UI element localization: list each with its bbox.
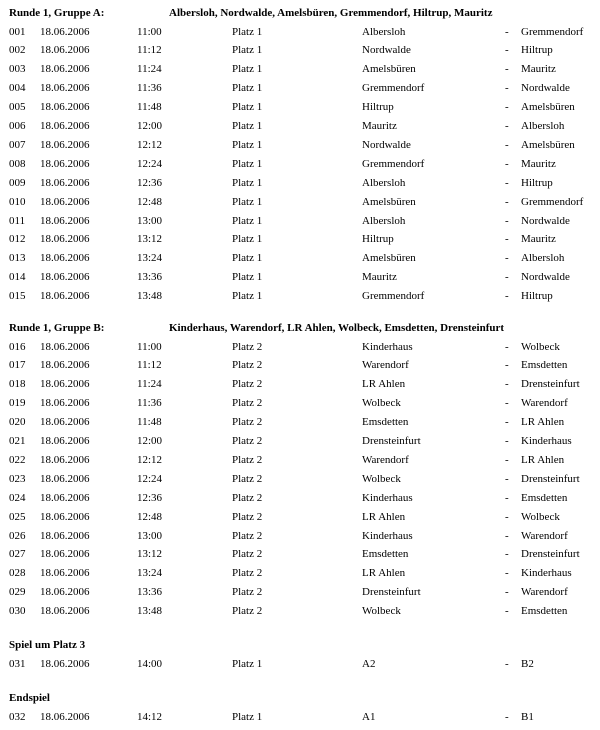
- match-time: 13:36: [137, 271, 163, 284]
- away-team: Hiltrup: [521, 290, 553, 303]
- match-field: Platz 1: [232, 176, 263, 189]
- match-number: 029: [9, 586, 26, 599]
- section-teams: Kinderhaus, Warendorf, LR Ahlen, Wolbeck, Emsdetten, Drensteinfurt: [169, 322, 505, 334]
- match-number: 021: [9, 435, 26, 447]
- match-number: 017: [9, 359, 26, 372]
- match-time: 12:36: [137, 491, 163, 504]
- match-field: Platz 2: [232, 435, 263, 447]
- section-header: [9, 7, 493, 19]
- versus-separator: -: [505, 435, 509, 447]
- home-team: Gremmendorf: [362, 82, 425, 95]
- match-field: Platz 2: [232, 548, 263, 561]
- versus-separator: -: [505, 214, 509, 227]
- match-number: 025: [9, 510, 26, 523]
- versus-separator: -: [505, 120, 509, 132]
- home-team: Wolbeck: [362, 472, 401, 485]
- match-number: 002: [9, 44, 26, 57]
- match-row: [0, 139, 600, 157]
- home-team: Albersloh: [362, 214, 406, 227]
- match-field: Platz 1: [232, 657, 263, 670]
- match-row: [0, 658, 600, 676]
- match-date: 18.06.2006: [40, 567, 90, 580]
- match-row: [0, 120, 600, 138]
- match-row: [0, 271, 600, 289]
- home-team: Emsdetten: [362, 548, 409, 561]
- home-team: Kinderhaus: [362, 340, 413, 353]
- match-number: 022: [9, 453, 26, 466]
- versus-separator: -: [505, 657, 509, 670]
- home-team: Wolbeck: [362, 397, 401, 410]
- match-time: 14:00: [137, 657, 163, 670]
- versus-separator: -: [505, 138, 509, 151]
- match-field: Platz 1: [232, 290, 263, 303]
- match-time: 11:24: [137, 63, 162, 76]
- match-field: Platz 2: [232, 472, 263, 485]
- versus-separator: -: [505, 510, 509, 523]
- match-number: 001: [9, 25, 26, 38]
- away-team: Emsdetten: [521, 359, 568, 372]
- match-date: 18.06.2006: [40, 453, 90, 466]
- away-team: Mauritz: [521, 233, 556, 246]
- versus-separator: -: [505, 44, 509, 57]
- away-team: Amelsbüren: [521, 138, 575, 151]
- home-team: LR Ahlen: [362, 510, 406, 523]
- home-team: Kinderhaus: [362, 491, 413, 504]
- versus-separator: -: [505, 340, 509, 353]
- versus-separator: -: [505, 529, 509, 542]
- home-team: Drensteinfurt: [362, 435, 421, 447]
- match-date: 18.06.2006: [40, 214, 90, 227]
- match-field: Platz 2: [232, 340, 263, 353]
- match-time: 12:00: [137, 435, 163, 447]
- match-field: Platz 2: [232, 605, 263, 618]
- match-number: 014: [9, 271, 26, 284]
- match-row: [0, 711, 600, 729]
- match-date: 18.06.2006: [40, 491, 90, 504]
- match-time: 12:48: [137, 510, 163, 523]
- match-row: [0, 101, 600, 119]
- match-number: 031: [9, 657, 26, 670]
- match-date: 18.06.2006: [40, 657, 90, 670]
- match-date: 18.06.2006: [40, 359, 90, 372]
- away-team: Gremmendorf: [521, 25, 584, 38]
- away-team: Gremmendorf: [521, 195, 584, 208]
- match-time: 13:12: [137, 548, 163, 561]
- home-team: Gremmendorf: [362, 157, 425, 170]
- match-field: Platz 2: [232, 416, 263, 429]
- match-field: Platz 1: [232, 120, 263, 132]
- match-number: 010: [9, 195, 26, 208]
- home-team: Emsdetten: [362, 416, 409, 429]
- match-field: Platz 2: [232, 529, 263, 542]
- home-team: A2: [362, 657, 376, 670]
- match-time: 11:12: [137, 44, 162, 57]
- match-number: 023: [9, 472, 26, 485]
- away-team: Kinderhaus: [521, 435, 572, 447]
- match-field: Platz 1: [232, 82, 263, 95]
- match-date: 18.06.2006: [40, 176, 90, 189]
- match-time: 13:36: [137, 586, 163, 599]
- match-time: 12:24: [137, 472, 163, 485]
- versus-separator: -: [505, 233, 509, 246]
- match-date: 18.06.2006: [40, 233, 90, 246]
- versus-separator: -: [505, 605, 509, 618]
- versus-separator: -: [505, 63, 509, 76]
- match-row: [0, 215, 600, 233]
- match-field: Platz 1: [232, 233, 263, 246]
- match-number: 030: [9, 605, 26, 618]
- match-time: 12:36: [137, 176, 163, 189]
- home-team: Gremmendorf: [362, 290, 425, 303]
- match-date: 18.06.2006: [40, 472, 90, 485]
- versus-separator: -: [505, 359, 509, 372]
- away-team: Nordwalde: [521, 82, 570, 95]
- versus-separator: -: [505, 271, 509, 284]
- versus-separator: -: [505, 101, 509, 114]
- match-time: 12:12: [137, 138, 163, 151]
- away-team: Drensteinfurt: [521, 472, 580, 485]
- match-number: 007: [9, 138, 26, 151]
- match-row: [0, 511, 600, 529]
- match-number: 003: [9, 63, 26, 76]
- match-time: 11:00: [137, 340, 162, 353]
- versus-separator: -: [505, 82, 509, 95]
- away-team: Amelsbüren: [521, 101, 575, 114]
- home-team: A1: [362, 710, 376, 723]
- match-date: 18.06.2006: [40, 548, 90, 561]
- away-team: Nordwalde: [521, 271, 570, 284]
- match-date: 18.06.2006: [40, 435, 90, 447]
- match-field: Platz 1: [232, 44, 263, 57]
- match-date: 18.06.2006: [40, 290, 90, 303]
- match-row: [0, 63, 600, 81]
- home-team: Albersloh: [362, 176, 406, 189]
- match-time: 13:00: [137, 529, 163, 542]
- match-number: 028: [9, 567, 26, 580]
- versus-separator: -: [505, 378, 509, 391]
- match-time: 11:00: [137, 25, 162, 38]
- match-time: 12:12: [137, 453, 163, 466]
- match-date: 18.06.2006: [40, 25, 90, 38]
- section-title: Runde 1, Gruppe B:: [9, 322, 105, 334]
- match-time: 13:00: [137, 214, 163, 227]
- match-row: [0, 548, 600, 566]
- away-team: Emsdetten: [521, 491, 568, 504]
- match-number: 004: [9, 82, 26, 95]
- match-row: [0, 492, 600, 510]
- home-team: Nordwalde: [362, 44, 411, 57]
- match-row: [0, 416, 600, 434]
- match-number: 009: [9, 176, 26, 189]
- match-number: 016: [9, 340, 26, 353]
- home-team: Kinderhaus: [362, 529, 413, 542]
- home-team: Amelsbüren: [362, 252, 416, 265]
- match-date: 18.06.2006: [40, 710, 90, 723]
- versus-separator: -: [505, 491, 509, 504]
- match-number: 013: [9, 252, 26, 265]
- match-time: 13:48: [137, 290, 163, 303]
- versus-separator: -: [505, 157, 509, 170]
- match-number: 024: [9, 491, 26, 504]
- match-field: Platz 2: [232, 397, 263, 410]
- match-number: 005: [9, 101, 26, 114]
- section-header: [9, 322, 505, 334]
- away-team: Wolbeck: [521, 510, 560, 523]
- section-header: [9, 639, 85, 651]
- match-date: 18.06.2006: [40, 82, 90, 95]
- match-row: [0, 177, 600, 195]
- home-team: Amelsbüren: [362, 63, 416, 76]
- match-row: [0, 82, 600, 100]
- section-title: Runde 1, Gruppe A:: [9, 7, 105, 19]
- home-team: LR Ahlen: [362, 567, 406, 580]
- match-time: 12:24: [137, 157, 163, 170]
- match-date: 18.06.2006: [40, 157, 90, 170]
- match-field: Platz 1: [232, 63, 263, 76]
- match-row: [0, 586, 600, 604]
- match-number: 008: [9, 157, 26, 170]
- versus-separator: -: [505, 25, 509, 38]
- match-date: 18.06.2006: [40, 120, 90, 132]
- away-team: Warendorf: [521, 397, 568, 410]
- home-team: LR Ahlen: [362, 378, 406, 391]
- away-team: Warendorf: [521, 529, 568, 542]
- match-row: [0, 196, 600, 214]
- away-team: Wolbeck: [521, 340, 560, 353]
- away-team: Emsdetten: [521, 605, 568, 618]
- match-date: 18.06.2006: [40, 44, 90, 57]
- match-date: 18.06.2006: [40, 586, 90, 599]
- match-date: 18.06.2006: [40, 101, 90, 114]
- section-header: [9, 692, 50, 704]
- match-date: 18.06.2006: [40, 510, 90, 523]
- match-date: 18.06.2006: [40, 416, 90, 429]
- match-field: Platz 1: [232, 157, 263, 170]
- match-number: 011: [9, 214, 26, 227]
- home-team: Drensteinfurt: [362, 586, 421, 599]
- match-date: 18.06.2006: [40, 397, 90, 410]
- match-number: 019: [9, 397, 26, 410]
- match-time: 11:48: [137, 101, 162, 114]
- section-title: Spiel um Platz 3: [9, 639, 86, 651]
- versus-separator: -: [505, 416, 509, 429]
- match-row: [0, 473, 600, 491]
- match-number: 015: [9, 290, 26, 303]
- match-time: 13:24: [137, 567, 163, 580]
- match-field: Platz 2: [232, 567, 263, 580]
- away-team: Nordwalde: [521, 214, 570, 227]
- versus-separator: -: [505, 586, 509, 599]
- home-team: Mauritz: [362, 271, 397, 284]
- away-team: Warendorf: [521, 586, 568, 599]
- match-row: [0, 359, 600, 377]
- versus-separator: -: [505, 567, 509, 580]
- versus-separator: -: [505, 472, 509, 485]
- match-number: 027: [9, 548, 26, 561]
- match-date: 18.06.2006: [40, 340, 90, 353]
- versus-separator: -: [505, 290, 509, 303]
- match-field: Platz 1: [232, 214, 263, 227]
- match-row: [0, 378, 600, 396]
- match-time: 11:36: [137, 397, 162, 410]
- match-field: Platz 1: [232, 710, 263, 723]
- versus-separator: -: [505, 252, 509, 265]
- home-team: Hiltrup: [362, 101, 394, 114]
- match-row: [0, 290, 600, 308]
- away-team: Drensteinfurt: [521, 548, 580, 561]
- away-team: LR Ahlen: [521, 416, 565, 429]
- match-row: [0, 397, 600, 415]
- match-date: 18.06.2006: [40, 529, 90, 542]
- match-row: [0, 435, 600, 453]
- match-row: [0, 605, 600, 623]
- match-date: 18.06.2006: [40, 63, 90, 76]
- match-row: [0, 44, 600, 62]
- match-time: 11:48: [137, 416, 162, 429]
- home-team: Amelsbüren: [362, 195, 416, 208]
- match-date: 18.06.2006: [40, 195, 90, 208]
- home-team: Warendorf: [362, 453, 409, 466]
- match-row: [0, 530, 600, 548]
- match-date: 18.06.2006: [40, 605, 90, 618]
- versus-separator: -: [505, 176, 509, 189]
- match-number: 018: [9, 378, 26, 391]
- home-team: Warendorf: [362, 359, 409, 372]
- versus-separator: -: [505, 195, 509, 208]
- home-team: Mauritz: [362, 120, 397, 132]
- match-time: 13:24: [137, 252, 163, 265]
- away-team: Albersloh: [521, 252, 565, 265]
- match-row: [0, 454, 600, 472]
- section-teams: Albersloh, Nordwalde, Amelsbüren, Gremmendorf, Hiltrup, Mauritz: [169, 7, 493, 19]
- match-date: 18.06.2006: [40, 138, 90, 151]
- match-number: 020: [9, 416, 26, 429]
- versus-separator: -: [505, 548, 509, 561]
- match-date: 18.06.2006: [40, 271, 90, 284]
- versus-separator: -: [505, 710, 509, 723]
- away-team: B2: [521, 657, 534, 670]
- match-row: [0, 26, 600, 44]
- match-time: 11:24: [137, 378, 162, 391]
- match-field: Platz 1: [232, 195, 263, 208]
- away-team: Mauritz: [521, 63, 556, 76]
- away-team: Mauritz: [521, 157, 556, 170]
- match-number: 006: [9, 120, 26, 132]
- match-row: [0, 567, 600, 585]
- match-field: Platz 1: [232, 101, 263, 114]
- away-team: LR Ahlen: [521, 453, 565, 466]
- match-field: Platz 2: [232, 453, 263, 466]
- home-team: Albersloh: [362, 25, 406, 38]
- home-team: Nordwalde: [362, 138, 411, 151]
- match-time: 12:48: [137, 195, 163, 208]
- match-field: Platz 1: [232, 252, 263, 265]
- match-time: 13:48: [137, 605, 163, 618]
- away-team: Hiltrup: [521, 44, 553, 57]
- versus-separator: -: [505, 397, 509, 410]
- match-field: Platz 2: [232, 359, 263, 372]
- match-field: Platz 2: [232, 586, 263, 599]
- home-team: Hiltrup: [362, 233, 394, 246]
- match-number: 032: [9, 710, 26, 723]
- match-row: [0, 341, 600, 359]
- away-team: B1: [521, 710, 534, 723]
- match-field: Platz 2: [232, 491, 263, 504]
- home-team: Wolbeck: [362, 605, 401, 618]
- match-time: 14:12: [137, 710, 163, 723]
- match-date: 18.06.2006: [40, 378, 90, 391]
- match-date: 18.06.2006: [40, 252, 90, 265]
- match-number: 012: [9, 233, 26, 246]
- match-time: 11:36: [137, 82, 162, 95]
- match-time: 12:00: [137, 120, 163, 132]
- match-time: 13:12: [137, 233, 163, 246]
- away-team: Albersloh: [521, 120, 565, 132]
- away-team: Drensteinfurt: [521, 378, 580, 391]
- match-row: [0, 158, 600, 176]
- section-title: Endspiel: [9, 692, 50, 704]
- match-number: 026: [9, 529, 26, 542]
- match-row: [0, 252, 600, 270]
- match-field: Platz 2: [232, 378, 263, 391]
- match-field: Platz 1: [232, 25, 263, 38]
- match-field: Platz 2: [232, 510, 263, 523]
- match-time: 11:12: [137, 359, 162, 372]
- versus-separator: -: [505, 453, 509, 466]
- away-team: Hiltrup: [521, 176, 553, 189]
- match-row: [0, 233, 600, 251]
- match-field: Platz 1: [232, 271, 263, 284]
- match-field: Platz 1: [232, 138, 263, 151]
- away-team: Kinderhaus: [521, 567, 572, 580]
